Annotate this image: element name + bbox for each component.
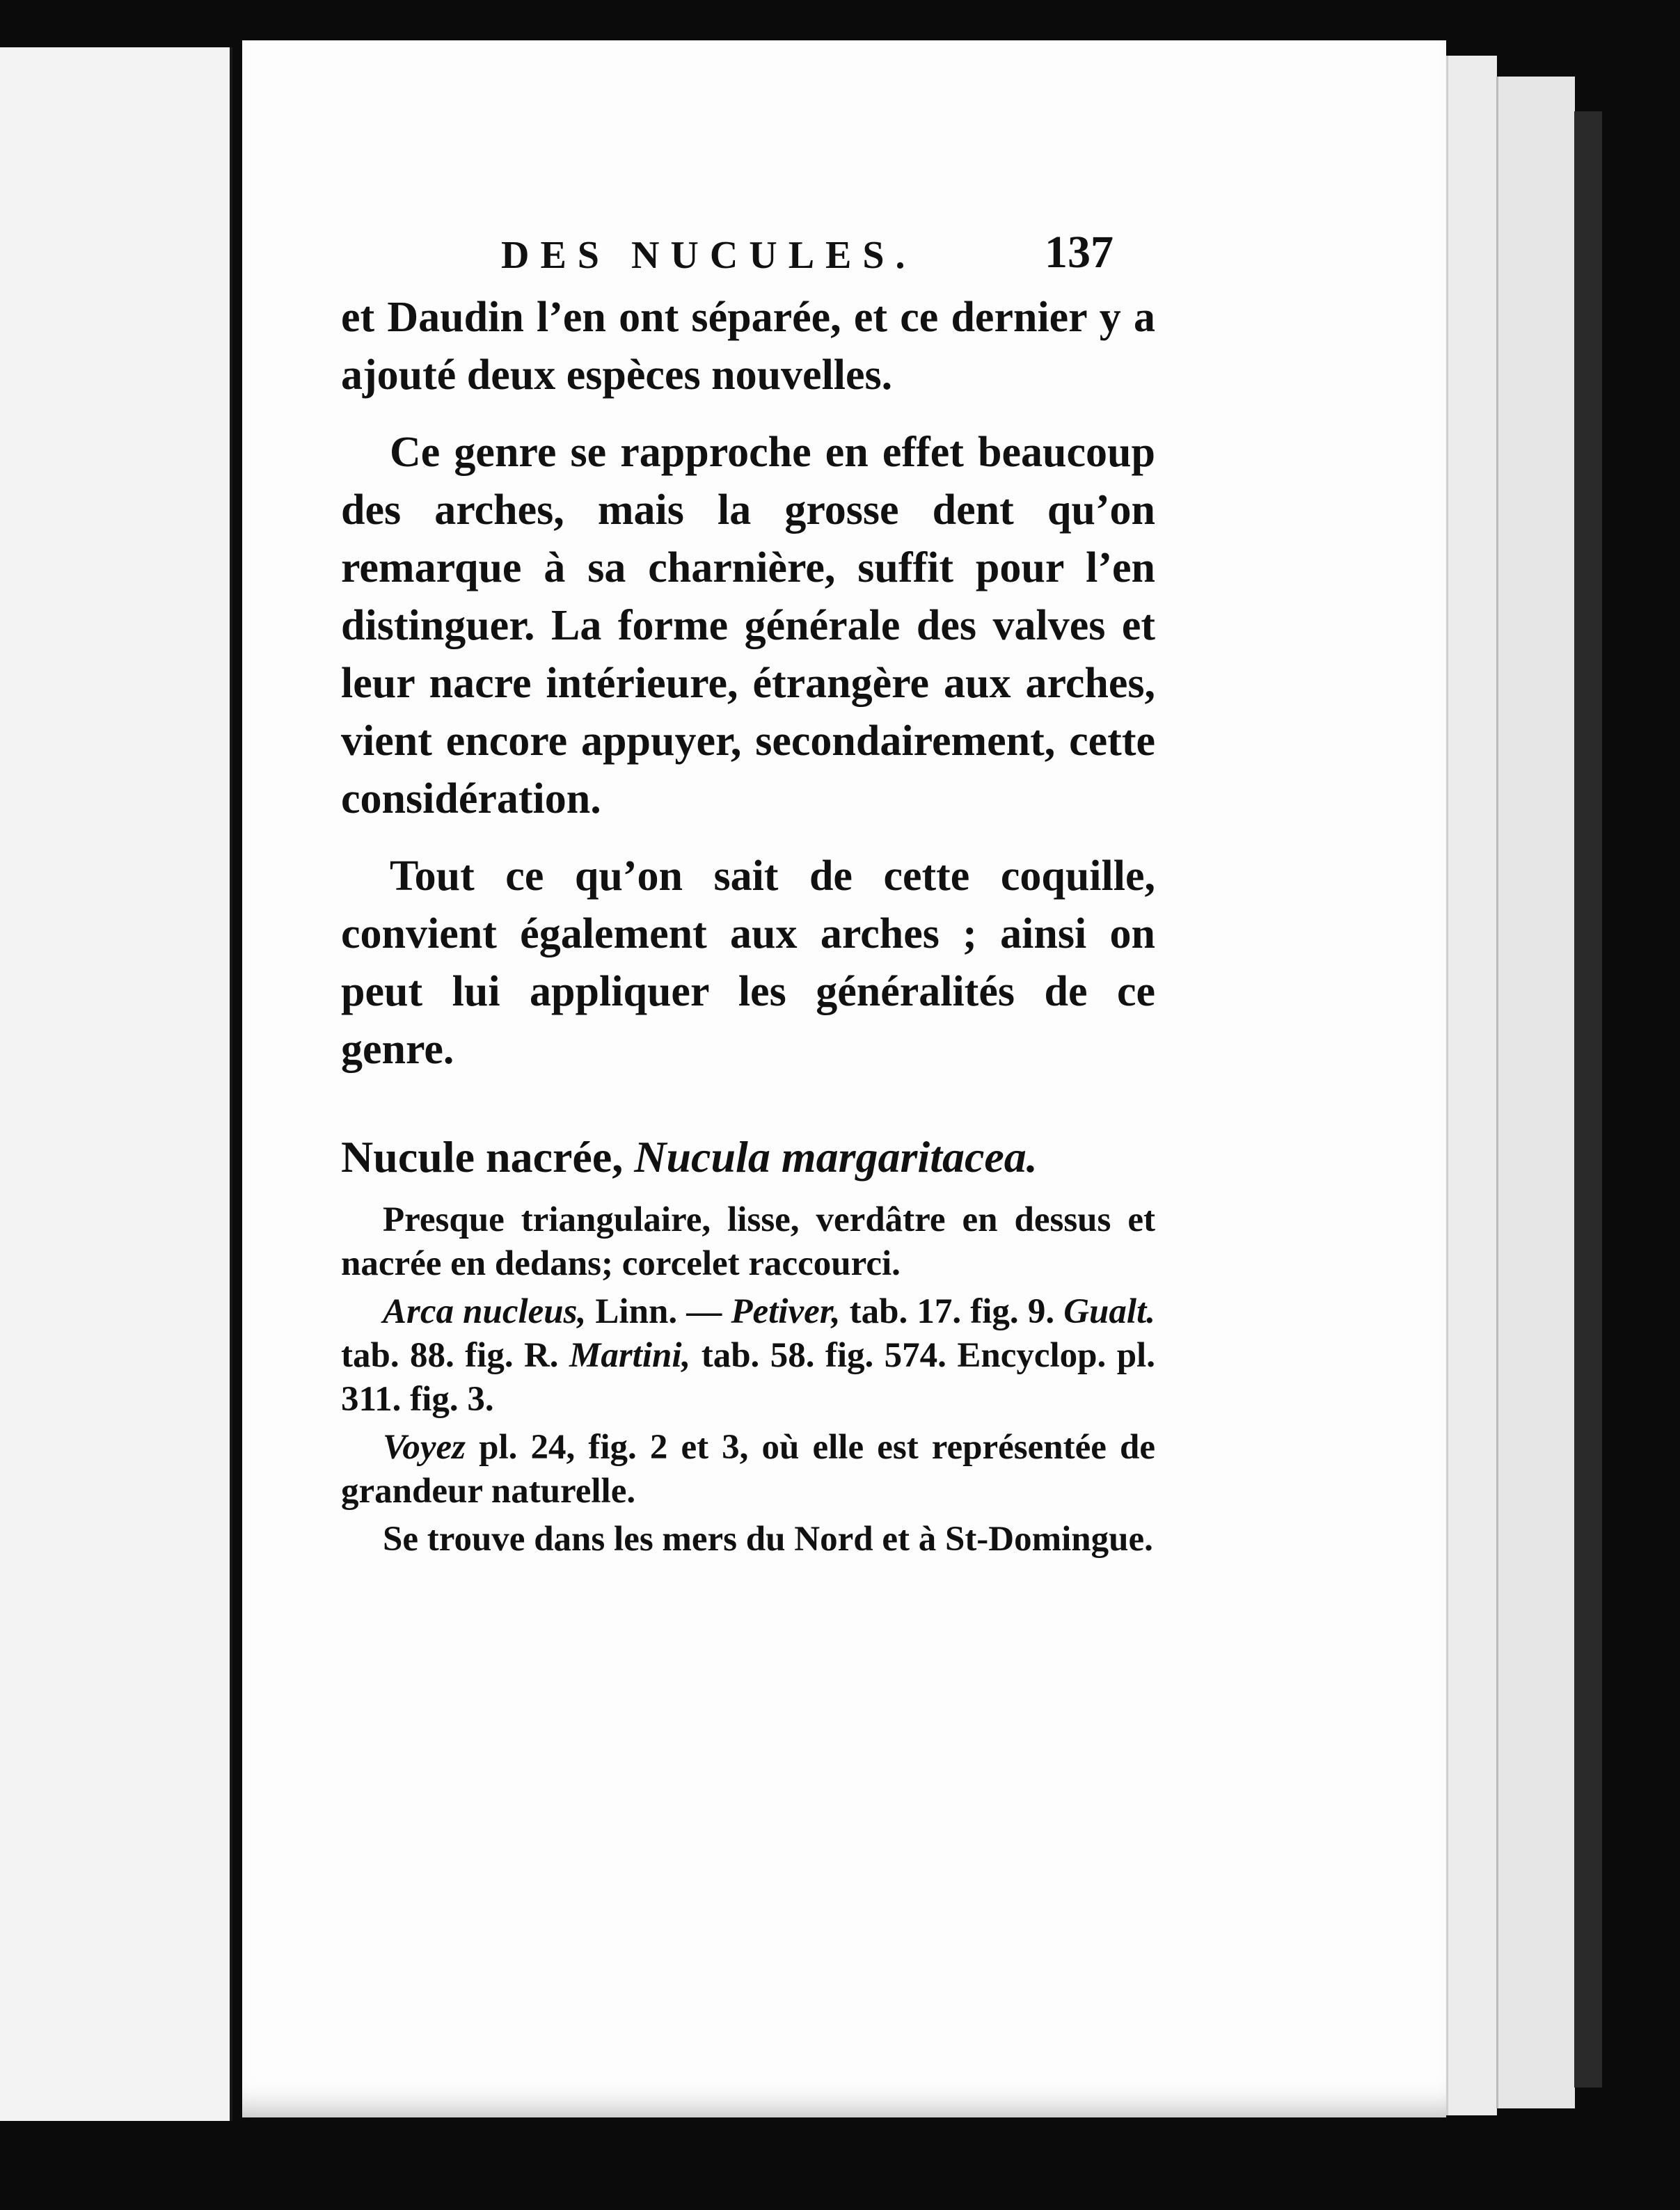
ref-arca: Arca nucleus, bbox=[383, 1292, 587, 1331]
ref-text: tab. 88. fig. R. bbox=[341, 1336, 569, 1375]
species-heading bbox=[341, 1127, 1155, 1187]
species-common-name: Nucule nacrée, bbox=[341, 1132, 624, 1182]
ref-martini: Martini, bbox=[569, 1336, 691, 1375]
page-edge bbox=[1496, 77, 1575, 2108]
ref-linn: Linn. — bbox=[586, 1292, 731, 1331]
ref-petiver: Petiver, bbox=[731, 1292, 841, 1331]
page-text bbox=[341, 227, 1155, 1561]
ref-text: tab. 17. fig. 9. bbox=[840, 1292, 1064, 1331]
paragraph: Ce genre se rapproche en effet beaucoup des arches, mais la grosse dent qu’on remarque à sa charnière, suffit pour l’en distinguer. La forme générale des valves et leur nacre intérieure, étrangère aux arches, vient encore appuyer, secondairement, cette considération. bbox=[341, 429, 1155, 822]
body-text bbox=[341, 289, 1155, 1079]
page-number: 137 bbox=[1045, 227, 1114, 278]
species-description: Presque triangulaire, lisse, verdâtre en dessus et nacrée en dedans; corcelet raccourci. bbox=[341, 1200, 1155, 1283]
ref-text: tab. 58. fig. 574. Encyclop. pl. 311. fig. 3. bbox=[341, 1336, 1155, 1419]
voyez-text: pl. 24, fig. 2 et 3, où elle est représentée de grandeur naturelle. bbox=[341, 1428, 1155, 1511]
species-figure-note bbox=[341, 1426, 1155, 1513]
species-latin-name: Nucula margaritacea. bbox=[634, 1132, 1038, 1182]
species-habitat: Se trouve dans les mers du Nord et à St-Domingue. bbox=[383, 1520, 1153, 1559]
left-page-edge bbox=[0, 47, 232, 2121]
species-details bbox=[341, 1198, 1155, 1561]
running-head-title: DES NUCULES. bbox=[501, 234, 917, 277]
voyez-word: Voyez bbox=[383, 1428, 466, 1467]
ref-gualt: Gualt. bbox=[1063, 1292, 1155, 1331]
book-spine-shadow bbox=[1574, 111, 1602, 2088]
paragraph: Tout ce qu’on sait de cette coquille, convient également aux arches ; ainsi on peut lui appliquer les généralités de ce genre. bbox=[341, 852, 1155, 1073]
running-head bbox=[341, 227, 1155, 289]
page-edge bbox=[1446, 56, 1497, 2115]
species-references bbox=[341, 1290, 1155, 1422]
paragraph: et Daudin l’en ont séparée, et ce dernier y a ajouté deux espèces nouvelles. bbox=[341, 294, 1155, 399]
